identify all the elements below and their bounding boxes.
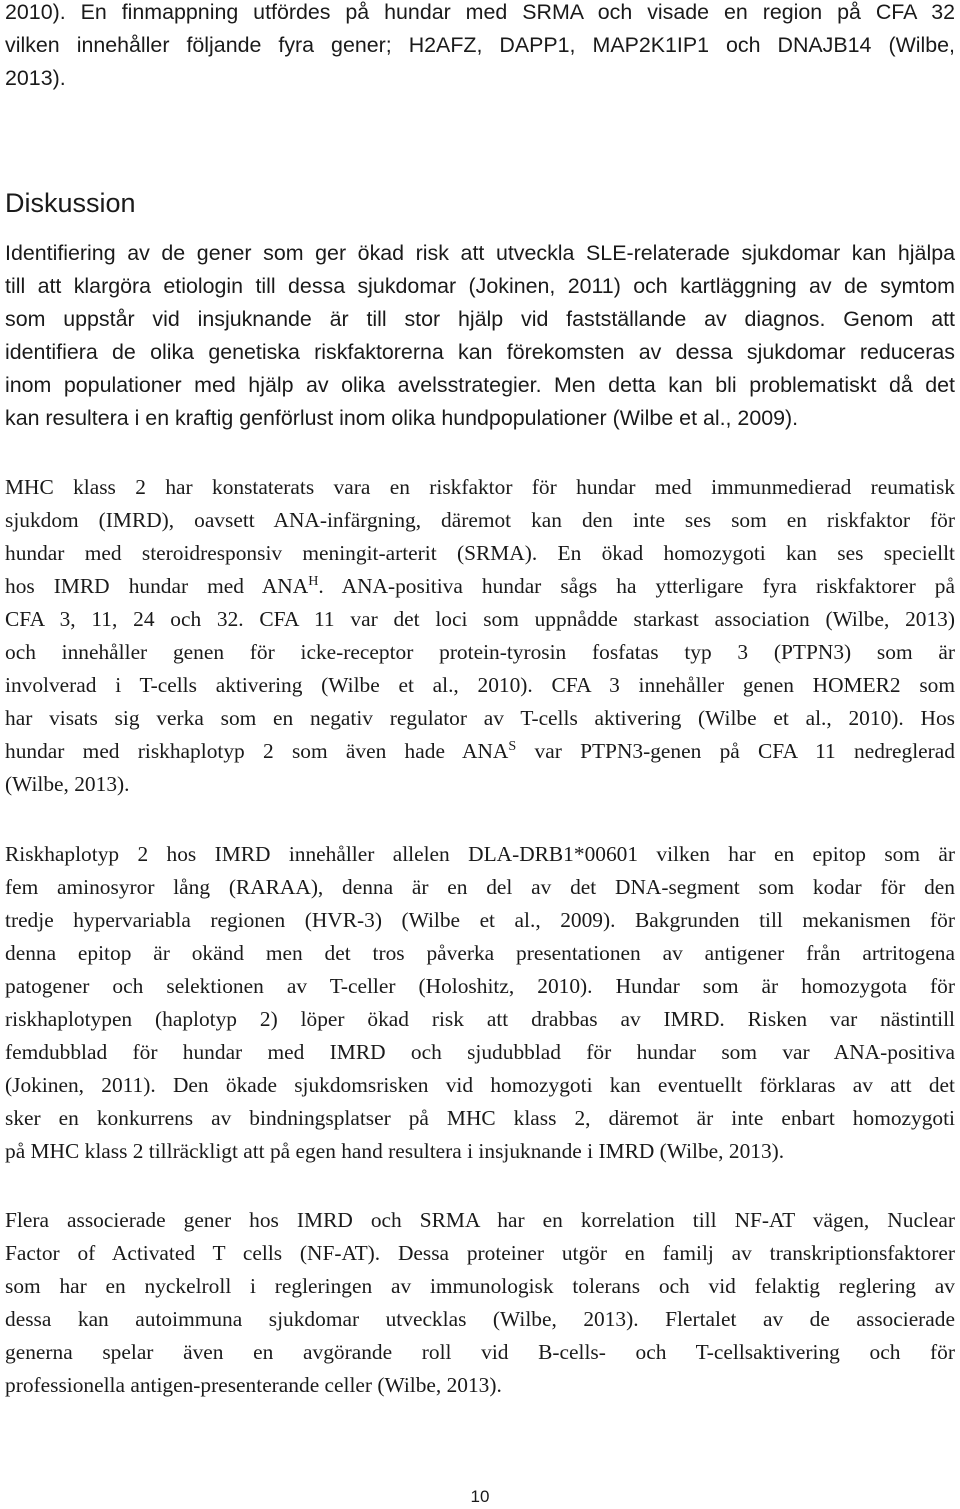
text-line: hundar med steroidresponsiv meningit-arterit (SRMA). En ökad homozygoti kan ses speciellt [5,541,955,565]
text-line: till att klargöra etiologin till dessa sjukdomar (Jokinen, 2011) och kartläggning av de symtom [5,274,955,298]
text-line: patogener och selektionen av T-celler (Holoshitz, 2010). Hundar som är homozygota för [5,974,955,998]
text-line: som uppstår vid insjuknande är till stor hjälp vid fastställande av diagnos. Genom att [5,307,955,331]
text-segment: . ANA-positiva hundar sågs ha ytterligare fyra riskfaktorer på [318,574,955,598]
superscript: S [508,738,517,755]
text-line: fem aminosyror lång (RARAA), denna är en del av det DNA-segment som kodar för den [5,875,955,899]
paragraph-1 [5,237,955,435]
text-line: professionella antigen-presenterande celler (Wilbe, 2013). [5,1373,502,1397]
text-line: denna epitop är okänd men det tros påverka presentationen av antigener från artritogena [5,941,955,965]
section-heading: Diskussion [5,188,136,218]
paragraph-4 [5,1204,955,1402]
intro-paragraph [5,0,955,95]
text-segment: hundar med riskhaplotyp 2 som även hade ANA [5,739,509,763]
text-segment: var PTPN3-genen på CFA 11 nedreglerad [516,739,955,763]
text-line: på MHC klass 2 tillräckligt att på egen hand resultera i insjuknande i IMRD (Wilbe, 2013). [5,1139,785,1163]
text-line: Factor of Activated T cells (NF-AT). Dessa proteiner utgör en familj av transkriptionsfaktorer [5,1241,955,1265]
text-line: sjukdom (IMRD), oavsett ANA-infärgning, däremot kan den inte ses som en riskfaktor för [5,508,955,532]
text-line: vilken innehåller följande fyra gener; H2AFZ, DAPP1, MAP2K1IP1 och DNAJB14 (Wilbe, [5,33,955,57]
superscript: H [308,573,319,590]
paragraph-2 [5,471,955,801]
text-line: sker en konkurrens av bindningsplatser på MHC klass 2, däremot är inte enbart homozygoti [5,1106,955,1130]
text-line: dessa kan autoimmuna sjukdomar utvecklas (Wilbe, 2013). Flertalet av de associerade [5,1307,955,1331]
text-line: tredje hypervariabla regionen (HVR-3) (Wilbe et al., 2009). Bakgrunden till mekanismen för [5,908,955,932]
text-line [5,570,955,603]
text-line: som har en nyckelroll i regleringen av immunologisk tolerans och vid felaktig reglering av [5,1274,955,1298]
page-number: 10 [470,1487,490,1506]
text-line: (Jokinen, 2011). Den ökade sjukdomsrisken vid homozygoti kan eventuellt förklaras av att det [5,1073,955,1097]
text-line: (Wilbe, 2013). [5,772,130,796]
text-line: inom populationer med hjälp av olika avelsstrategier. Men detta kan bli problematiskt då det [5,373,955,397]
text-line: och innehåller genen för icke-receptor protein-tyrosin fosfatas typ 3 (PTPN3) som är [5,640,955,664]
text-line: har visats sig verka som en negativ regulator av T-cells aktivering (Wilbe et al., 2010). Hos [5,706,955,730]
text-line: involverad i T-cells aktivering (Wilbe et al., 2010). CFA 3 innehåller genen HOMER2 som [5,673,955,697]
text-line: 2013). [5,66,66,90]
text-line: kan resultera i en kraftig genförlust inom olika hundpopulationer (Wilbe et al., 2009). [5,406,799,430]
text-line: Riskhaplotyp 2 hos IMRD innehåller allelen DLA-DRB1*00601 vilken har en epitop som är [5,842,955,866]
text-line: identifiera de olika genetiska riskfaktorerna kan förekomsten av dessa sjukdomar reduceras [5,340,955,364]
text-line [5,735,955,768]
text-line: generna spelar även en avgörande roll vid B-cells- och T-cellsaktivering och för [5,1340,955,1364]
text-line: riskhaplotypen (haplotyp 2) löper ökad risk att drabbas av IMRD. Risken var nästintill [5,1007,955,1031]
text-line: CFA 3, 11, 24 och 32. CFA 11 var det loci som uppnådde starkast association (Wilbe, 2013) [5,607,955,631]
text-segment: hos IMRD hundar med ANA [5,574,309,598]
text-line: MHC klass 2 har konstaterats vara en riskfaktor för hundar med immunmedierad reumatisk [5,475,955,499]
text-line: Identifiering av de gener som ger ökad risk att utveckla SLE-relaterade sjukdomar kan hjälpa [5,241,955,265]
text-line: Flera associerade gener hos IMRD och SRMA har en korrelation till NF-AT vägen, Nuclear [5,1208,955,1232]
paragraph-3 [5,838,955,1168]
text-line: 2010). En finmappning utfördes på hundar med SRMA och visade en region på CFA 32 [5,0,955,24]
text-line: femdubblad för hundar med IMRD och sjudubblad för hundar som var ANA-positiva [5,1040,955,1064]
